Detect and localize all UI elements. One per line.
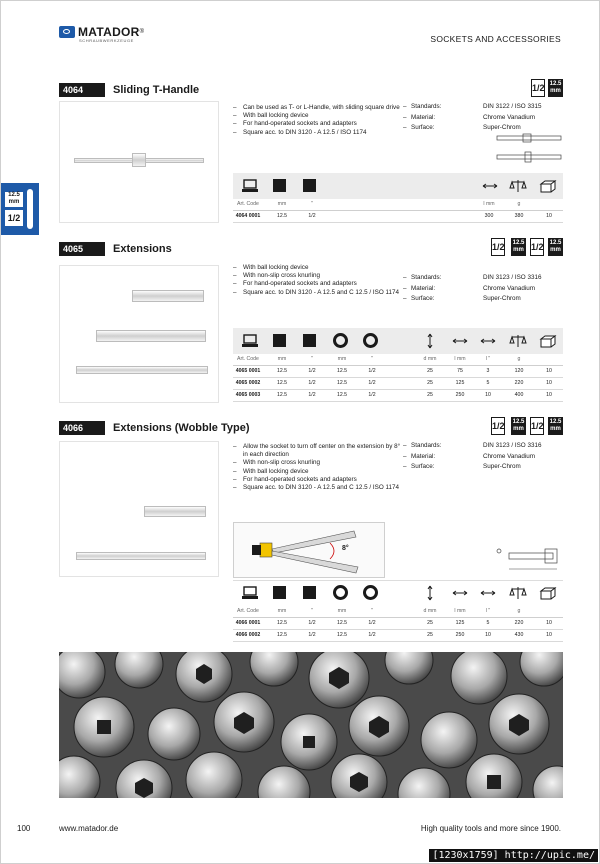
- drive-mm-unit: mm: [550, 426, 561, 432]
- col-header: ": [311, 608, 313, 614]
- table-cell: 400: [514, 392, 524, 398]
- drive-mm-chip: [548, 417, 563, 435]
- table-cell: 1/2: [368, 620, 376, 626]
- side-tab-mm-box: [5, 192, 23, 207]
- col-header: d mm: [423, 356, 437, 362]
- table-cell: 12.5: [336, 632, 348, 638]
- table-cell: 430: [514, 632, 524, 638]
- table-row: [233, 630, 563, 642]
- feature-item: – For hand-operated sockets and adapters: [233, 120, 403, 128]
- col-header: mm: [277, 608, 287, 614]
- spec-row: [403, 273, 563, 284]
- package-icon: [539, 177, 557, 195]
- wobble-angle-label: 8°: [342, 545, 349, 552]
- wobble-extension-250-image: [76, 552, 206, 560]
- table-cell: 12.5: [276, 632, 288, 638]
- art-code: 4065 0001: [235, 368, 261, 374]
- diameter-arrow-icon: [421, 332, 439, 350]
- extension-250-image: [76, 366, 208, 374]
- table-cell: 12.5: [276, 620, 288, 626]
- drive-size-chip: 1/2: [491, 238, 505, 256]
- table-cell: 25: [427, 380, 433, 386]
- table-cell: 1/2: [308, 213, 316, 219]
- feature-item: – Allow the socket to turn off center on the extension by 8° in each direction: [233, 443, 403, 459]
- table-row: [233, 366, 563, 378]
- col-header: d mm: [423, 608, 437, 614]
- drive-mm-value: 12.5: [512, 419, 525, 425]
- spec-row: [403, 441, 563, 452]
- wobble-angle-diagram: [233, 522, 385, 578]
- table-row: [233, 211, 563, 223]
- feature-item: – Square acc. to DIN 3120 - A 12.5 and C 12.5 / ISO 1174: [233, 289, 403, 297]
- table-cell: 300: [484, 213, 494, 219]
- feature-list-4066: [233, 443, 403, 492]
- table-cell: 1/2: [308, 368, 316, 374]
- product-photo-4066: [59, 441, 219, 577]
- spec-row: [403, 123, 563, 134]
- feature-item: – Square acc. to DIN 3120 - A 12.5 / ISO 1174: [233, 129, 403, 137]
- brand-logo: [59, 25, 144, 39]
- package-icon: [539, 332, 557, 350]
- t-handle-slider-image: [132, 153, 146, 167]
- col-header: l ": [485, 608, 491, 614]
- square-drive-inch-icon: [303, 179, 316, 192]
- table-cell: 10: [546, 368, 552, 374]
- extension-bar-icon: [27, 189, 33, 229]
- table-cell: 10: [546, 620, 552, 626]
- feature-item: – With ball locking device: [233, 264, 403, 272]
- product-photo-4064: [59, 101, 219, 223]
- table-cell: 3: [486, 368, 490, 374]
- package-icon: [539, 584, 557, 602]
- col-header: l mm: [454, 356, 466, 362]
- table-cell: 1/2: [308, 392, 316, 398]
- spec-label: – Surface:: [403, 462, 483, 473]
- square-socket-end-icon: [333, 333, 348, 348]
- product-code: 4065: [59, 242, 105, 256]
- table-cell: 220: [514, 380, 524, 386]
- product-header-4066: [59, 421, 563, 435]
- table-cell: 5: [486, 620, 490, 626]
- table-cell: 12.5: [276, 213, 288, 219]
- spec-value: DIN 3123 / ISO 3316: [483, 274, 542, 281]
- drive-mm-unit: mm: [550, 88, 561, 94]
- table-cell: 125: [455, 380, 465, 386]
- table-header-row: [233, 606, 563, 618]
- col-header: Art. Code: [237, 201, 259, 207]
- spec-list-4066: [403, 441, 563, 473]
- square-drive-inch-icon: [303, 334, 316, 347]
- feature-item: – Can be used as T- or L-Handle, with sliding square drive: [233, 104, 403, 112]
- extension-75-image: [132, 290, 204, 302]
- laptop-icon: [241, 177, 259, 195]
- table-cell: 250: [455, 632, 465, 638]
- table-cell: 380: [514, 213, 524, 219]
- scale-weight-icon: [509, 332, 527, 350]
- table-cell: 120: [514, 368, 524, 374]
- table-header-row: [233, 199, 563, 211]
- square-drive-icon: [273, 586, 286, 599]
- sockets-photo: [59, 652, 563, 798]
- feature-item: – Square acc. to DIN 3120 - A 12.5 and C 12.5 / ISO 1174: [233, 484, 403, 492]
- table-cell: 10: [485, 392, 491, 398]
- spec-value: Super-Chrom: [483, 295, 521, 302]
- table-cell: 12.5: [336, 368, 348, 374]
- product-header-4064: [59, 83, 563, 97]
- feature-list-4065: [233, 264, 403, 297]
- length-arrow-icon: [451, 332, 469, 350]
- square-drive-icon: [273, 334, 286, 347]
- table-cell: 5: [486, 380, 490, 386]
- product-code: 4066: [59, 421, 105, 435]
- spec-value: Super-Chrom: [483, 463, 521, 470]
- feature-item: – With ball locking device: [233, 468, 403, 476]
- drive-mm-chip: [548, 238, 563, 256]
- art-code: 4064 0001: [235, 213, 261, 219]
- product-table-4065: [233, 328, 563, 404]
- drive-size-chip: 1/2: [530, 417, 544, 435]
- extension-125-image: [96, 330, 206, 342]
- col-header: mm: [277, 356, 287, 362]
- square-drive-icon: [273, 179, 286, 192]
- product-title: Extensions: [113, 243, 172, 255]
- col-header: Art. Code: [237, 356, 259, 362]
- drive-mm-value: 12.5: [549, 240, 562, 246]
- table-cell: 10: [546, 632, 552, 638]
- col-header: l mm: [483, 201, 495, 207]
- table-cell: 1/2: [368, 368, 376, 374]
- art-code: 4065 0002: [235, 380, 261, 386]
- spec-label: – Standards:: [403, 273, 483, 284]
- col-header: Art. Code: [237, 608, 259, 614]
- side-tab-size: 12.5: [8, 192, 20, 198]
- drive-mm-unit: mm: [513, 426, 524, 432]
- spec-row: [403, 284, 563, 295]
- page-number: 100: [17, 824, 31, 833]
- table-cell: 220: [514, 620, 524, 626]
- table-cell: 25: [427, 632, 433, 638]
- col-header: ": [371, 356, 373, 362]
- col-header: ": [311, 356, 313, 362]
- spec-list-4065: [403, 273, 563, 305]
- spec-label: – Standards:: [403, 102, 483, 113]
- spec-row: [403, 462, 563, 473]
- col-header: ": [311, 201, 313, 207]
- wobble-extension-drawing: [493, 543, 563, 573]
- col-header: g: [517, 201, 521, 207]
- side-tab-unit: mm: [8, 199, 20, 205]
- spec-value: Chrome Vanadium: [483, 113, 536, 121]
- product-table-4066: [233, 580, 563, 644]
- spec-label: – Material:: [403, 452, 483, 463]
- col-header: mm: [337, 356, 347, 362]
- col-header: l mm: [454, 608, 466, 614]
- laptop-icon: [241, 584, 259, 602]
- table-cell: 1/2: [368, 392, 376, 398]
- table-cell: 10: [546, 392, 552, 398]
- footer-website-link[interactable]: www.matador.de: [59, 824, 119, 833]
- logo-badge-icon: [59, 26, 75, 38]
- spec-label: – Standards:: [403, 441, 483, 452]
- scale-weight-icon: [509, 177, 527, 195]
- spec-value: Chrome Vanadium: [483, 452, 536, 460]
- spec-value: Super-Chrom: [483, 124, 521, 131]
- col-header: ": [371, 608, 373, 614]
- spec-value: Chrome Vanadium: [483, 284, 536, 292]
- sockets-photo-drawing: [59, 652, 563, 798]
- drive-mm-chip: [511, 238, 526, 256]
- section-title: SOCKETS AND ACCESSORIES: [430, 34, 561, 44]
- col-header: mm: [277, 201, 287, 207]
- table-cell: 1/2: [308, 620, 316, 626]
- spec-value: DIN 3123 / ISO 3316: [483, 442, 542, 449]
- drive-mm-chip: [511, 417, 526, 435]
- table-cell: 12.5: [276, 392, 288, 398]
- square-socket-end-inch-icon: [363, 585, 378, 600]
- spec-row: [403, 294, 563, 305]
- table-header-row: [233, 354, 563, 366]
- length-inch-arrow-icon: [479, 584, 497, 602]
- spec-label: – Surface:: [403, 123, 483, 134]
- feature-list-4064: [233, 104, 403, 137]
- side-size-tab: [1, 183, 39, 235]
- brand-subtitle: SCHRAUBWERKZEUGE: [79, 38, 134, 43]
- spec-list-4064: [403, 102, 563, 134]
- diameter-arrow-icon: [421, 584, 439, 602]
- length-arrow-icon: [481, 177, 499, 195]
- art-code: 4065 0003: [235, 392, 261, 398]
- square-drive-inch-icon: [303, 586, 316, 599]
- col-header: mm: [337, 608, 347, 614]
- spec-row: [403, 102, 563, 113]
- drive-mm-value: 12.5: [549, 419, 562, 425]
- scale-weight-icon: [509, 584, 527, 602]
- table-cell: 75: [457, 368, 463, 374]
- footer-tagline: High quality tools and more since 1900.: [420, 824, 561, 833]
- product-header-4065: [59, 242, 563, 256]
- table-cell: 1/2: [368, 632, 376, 638]
- product-title: Sliding T-Handle: [113, 84, 200, 96]
- feature-item: – With non-slip cross knurling: [233, 459, 403, 467]
- feature-item: – With non-slip cross knurling: [233, 272, 403, 280]
- drive-mm-unit: mm: [550, 247, 561, 253]
- t-handle-drawing: [495, 133, 565, 171]
- table-cell: 10: [485, 632, 491, 638]
- art-code: 4066 0002: [235, 632, 261, 638]
- feature-item: – With ball locking device: [233, 112, 403, 120]
- drive-mm-chip: [548, 79, 563, 97]
- table-row: [233, 378, 563, 390]
- square-socket-end-inch-icon: [363, 333, 378, 348]
- watermark: [1230x1759] http://upic.me/: [429, 849, 598, 862]
- drive-mm-value: 12.5: [512, 240, 525, 246]
- col-header: l ": [485, 356, 491, 362]
- drive-size-chip: 1/2: [491, 417, 505, 435]
- col-header: g: [517, 356, 521, 362]
- table-cell: 250: [455, 392, 465, 398]
- table-row: [233, 390, 563, 402]
- table-cell: 10: [546, 213, 552, 219]
- square-socket-end-icon: [333, 585, 348, 600]
- laptop-icon: [241, 332, 259, 350]
- feature-item: – For hand-operated sockets and adapters: [233, 476, 403, 484]
- spec-row: [403, 452, 563, 463]
- table-cell: 25: [427, 620, 433, 626]
- drive-mm-unit: mm: [513, 247, 524, 253]
- spec-label: – Surface:: [403, 294, 483, 305]
- table-cell: 1/2: [368, 380, 376, 386]
- product-title: Extensions (Wobble Type): [113, 422, 250, 434]
- table-cell: 12.5: [336, 620, 348, 626]
- wobble-extension-125-image: [144, 506, 206, 517]
- art-code: 4066 0001: [235, 620, 261, 626]
- table-cell: 12.5: [276, 368, 288, 374]
- wobble-angle-drawing: [234, 523, 385, 578]
- table-cell: 1/2: [308, 632, 316, 638]
- col-header: g: [517, 608, 521, 614]
- table-cell: 1/2: [308, 380, 316, 386]
- spec-value: DIN 3122 / ISO 3315: [483, 103, 542, 110]
- side-tab-fraction: 1/2: [5, 210, 23, 226]
- brand-reg: ®: [139, 29, 145, 35]
- length-inch-arrow-icon: [479, 332, 497, 350]
- product-code: 4064: [59, 83, 105, 97]
- length-arrow-icon: [451, 584, 469, 602]
- spec-label: – Material:: [403, 113, 483, 124]
- table-cell: 12.5: [336, 392, 348, 398]
- table-cell: 125: [455, 620, 465, 626]
- table-cell: 10: [546, 380, 552, 386]
- table-cell: 25: [427, 368, 433, 374]
- table-cell: 12.5: [276, 380, 288, 386]
- table-cell: 25: [427, 392, 433, 398]
- spec-label: – Material:: [403, 284, 483, 295]
- product-photo-4065: [59, 265, 219, 403]
- drive-size-chip: 1/2: [530, 238, 544, 256]
- table-cell: 12.5: [336, 380, 348, 386]
- table-row: [233, 618, 563, 630]
- feature-item: – For hand-operated sockets and adapters: [233, 280, 403, 288]
- product-table-4064: [233, 173, 563, 223]
- brand-name: MATADOR: [78, 25, 140, 39]
- drive-size-chip: 1/2: [531, 79, 545, 97]
- spec-row: [403, 113, 563, 124]
- drive-mm-value: 12.5: [549, 81, 562, 87]
